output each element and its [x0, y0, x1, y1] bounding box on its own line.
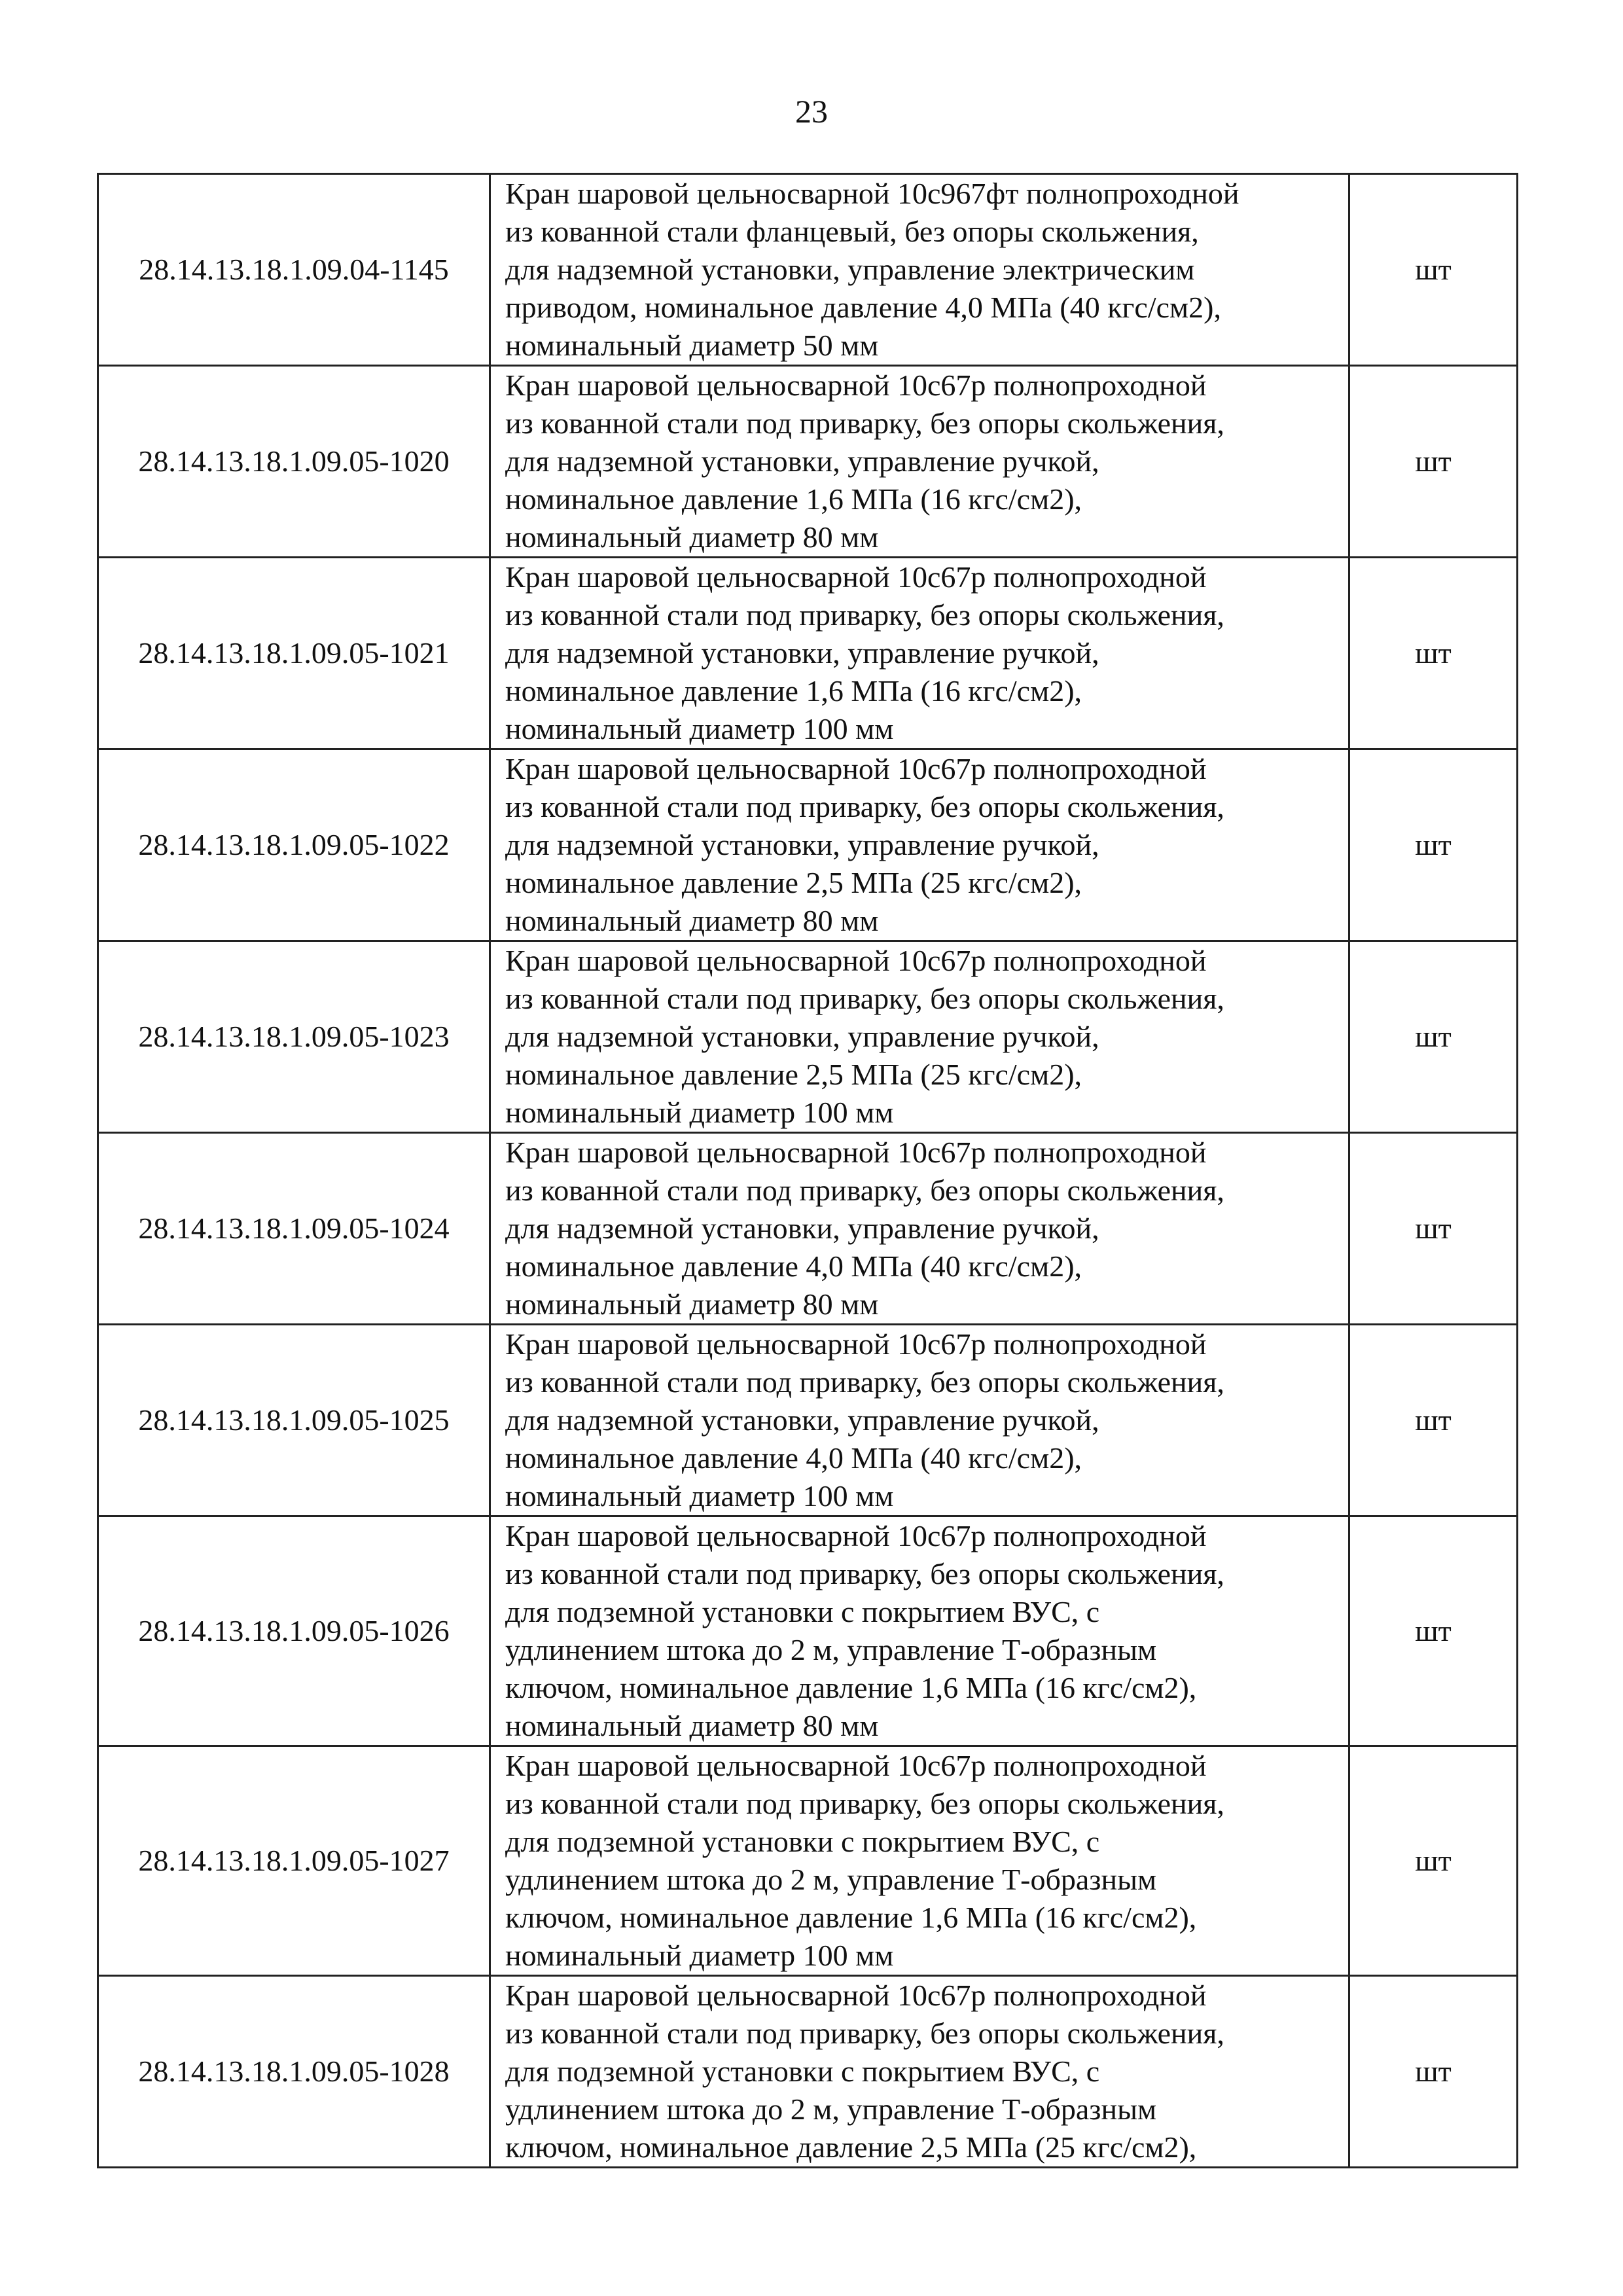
- description-line: из кованной стали под приварку, без опоры скольжения,: [505, 598, 1224, 632]
- unit-of-measure: шт: [1349, 1516, 1518, 1746]
- description-line: номинальный диаметр 80 мм: [505, 1287, 879, 1321]
- description-line: номинальное давление 2,5 МПа (25 кгс/см2),: [505, 866, 1082, 899]
- unit-of-measure: шт: [1349, 366, 1518, 558]
- resource-description: [490, 749, 1349, 941]
- description-line: приводом, номинальное давление 4,0 МПа (40 кгс/см2),: [505, 291, 1221, 324]
- resource-code: 28.14.13.18.1.09.05-1028: [98, 1976, 490, 2168]
- resource-code: 28.14.13.18.1.09.05-1020: [98, 366, 490, 558]
- description-line: ключом, номинальное давление 1,6 МПа (16 кгс/см2),: [505, 1901, 1197, 1934]
- description-line: Кран шаровой цельносварной 10с67р полнопроходной: [505, 752, 1207, 785]
- description-line: из кованной стали под приварку, без опоры скольжения,: [505, 790, 1224, 823]
- resource-description: [490, 174, 1349, 366]
- description-line: Кран шаровой цельносварной 10с67р полнопроходной: [505, 1979, 1207, 2012]
- resource-table: [97, 173, 1518, 2168]
- description-line: номинальный диаметр 100 мм: [505, 712, 894, 745]
- description-line: для надземной установки, управление ручкой,: [505, 636, 1099, 670]
- resource-code: 28.14.13.18.1.09.05-1026: [98, 1516, 490, 1746]
- description-line: для подземной установки с покрытием ВУС, с: [505, 2054, 1100, 2088]
- description-line: из кованной стали под приварку, без опоры скольжения,: [505, 1365, 1224, 1399]
- description-line: Кран шаровой цельносварной 10с67р полнопроходной: [505, 560, 1207, 594]
- description-line: номинальный диаметр 100 мм: [505, 1096, 894, 1129]
- description-line: номинальное давление 4,0 МПа (40 кгс/см2),: [505, 1249, 1082, 1283]
- description-line: из кованной стали под приварку, без опоры скольжения,: [505, 1174, 1224, 1207]
- description-line: для надземной установки, управление ручкой,: [505, 1211, 1099, 1245]
- table-row: [98, 1133, 1518, 1325]
- unit-of-measure: шт: [1349, 1746, 1518, 1976]
- resource-description: [490, 1516, 1349, 1746]
- description-line: для надземной установки, управление электрическим: [505, 253, 1195, 286]
- resource-code: 28.14.13.18.1.09.04-1145: [98, 174, 490, 366]
- description-line: ключом, номинальное давление 2,5 МПа (25 кгс/см2),: [505, 2130, 1197, 2164]
- description-line: Кран шаровой цельносварной 10с67р полнопроходной: [505, 1519, 1207, 1552]
- description-line: для подземной установки с покрытием ВУС, с: [505, 1825, 1100, 1858]
- description-line: для надземной установки, управление ручкой,: [505, 1020, 1099, 1053]
- unit-of-measure: шт: [1349, 1133, 1518, 1325]
- unit-of-measure: шт: [1349, 1976, 1518, 2168]
- description-line: из кованной стали под приварку, без опоры скольжения,: [505, 982, 1224, 1015]
- resource-description: [490, 366, 1349, 558]
- description-line: для надземной установки, управление ручкой,: [505, 1403, 1099, 1437]
- description-line: для надземной установки, управление ручкой,: [505, 828, 1099, 861]
- description-line: для подземной установки с покрытием ВУС, с: [505, 1595, 1100, 1628]
- description-line: номинальный диаметр 80 мм: [505, 1709, 879, 1742]
- description-line: номинальный диаметр 50 мм: [505, 329, 879, 362]
- description-line: удлинением штока до 2 м, управление Т-образным: [505, 2092, 1157, 2126]
- unit-of-measure: шт: [1349, 1325, 1518, 1516]
- description-line: номинальный диаметр 80 мм: [505, 520, 879, 554]
- resource-description: [490, 1976, 1349, 2168]
- description-line: Кран шаровой цельносварной 10с67р полнопроходной: [505, 1136, 1207, 1169]
- description-line: номинальное давление 4,0 МПа (40 кгс/см2),: [505, 1441, 1082, 1475]
- description-line: Кран шаровой цельносварной 10с67р полнопроходной: [505, 1327, 1207, 1361]
- description-line: Кран шаровой цельносварной 10с967фт полнопроходной: [505, 177, 1240, 210]
- table-row: [98, 174, 1518, 366]
- table-row: [98, 1746, 1518, 1976]
- resource-description: [490, 1746, 1349, 1976]
- description-line: из кованной стали фланцевый, без опоры скольжения,: [505, 215, 1199, 248]
- description-line: из кованной стали под приварку, без опоры скольжения,: [505, 1787, 1224, 1820]
- unit-of-measure: шт: [1349, 749, 1518, 941]
- description-line: номинальное давление 1,6 МПа (16 кгс/см2),: [505, 674, 1082, 708]
- table-row: [98, 1325, 1518, 1516]
- description-line: номинальный диаметр 100 мм: [505, 1939, 894, 1972]
- table-row: [98, 749, 1518, 941]
- resource-code: 28.14.13.18.1.09.05-1027: [98, 1746, 490, 1976]
- description-line: для надземной установки, управление ручкой,: [505, 444, 1099, 478]
- resource-code: 28.14.13.18.1.09.05-1022: [98, 749, 490, 941]
- table-row: [98, 941, 1518, 1133]
- description-line: из кованной стали под приварку, без опоры скольжения,: [505, 2017, 1224, 2050]
- description-line: Кран шаровой цельносварной 10с67р полнопроходной: [505, 368, 1207, 402]
- description-line: номинальный диаметр 100 мм: [505, 1479, 894, 1513]
- unit-of-measure: шт: [1349, 941, 1518, 1133]
- description-line: номинальное давление 1,6 МПа (16 кгс/см2),: [505, 482, 1082, 516]
- table-row: [98, 1516, 1518, 1746]
- page-number: 23: [795, 93, 828, 130]
- description-line: номинальный диаметр 80 мм: [505, 904, 879, 937]
- description-line: Кран шаровой цельносварной 10с67р полнопроходной: [505, 1749, 1207, 1782]
- table-row: [98, 1976, 1518, 2168]
- resource-code: 28.14.13.18.1.09.05-1023: [98, 941, 490, 1133]
- table-body: [98, 174, 1518, 2168]
- table-row: [98, 366, 1518, 558]
- resource-code: 28.14.13.18.1.09.05-1025: [98, 1325, 490, 1516]
- table-row: [98, 558, 1518, 749]
- resource-code: 28.14.13.18.1.09.05-1021: [98, 558, 490, 749]
- unit-of-measure: шт: [1349, 558, 1518, 749]
- description-line: из кованной стали под приварку, без опоры скольжения,: [505, 1557, 1224, 1590]
- description-line: номинальное давление 2,5 МПа (25 кгс/см2),: [505, 1058, 1082, 1091]
- description-line: удлинением штока до 2 м, управление Т-образным: [505, 1863, 1157, 1896]
- description-line: из кованной стали под приварку, без опоры скольжения,: [505, 406, 1224, 440]
- resource-description: [490, 941, 1349, 1133]
- description-line: Кран шаровой цельносварной 10с67р полнопроходной: [505, 944, 1207, 977]
- unit-of-measure: шт: [1349, 174, 1518, 366]
- resource-description: [490, 1133, 1349, 1325]
- description-line: удлинением штока до 2 м, управление Т-образным: [505, 1633, 1157, 1666]
- resource-description: [490, 1325, 1349, 1516]
- description-line: ключом, номинальное давление 1,6 МПа (16 кгс/см2),: [505, 1671, 1197, 1704]
- resource-description: [490, 558, 1349, 749]
- resource-code: 28.14.13.18.1.09.05-1024: [98, 1133, 490, 1325]
